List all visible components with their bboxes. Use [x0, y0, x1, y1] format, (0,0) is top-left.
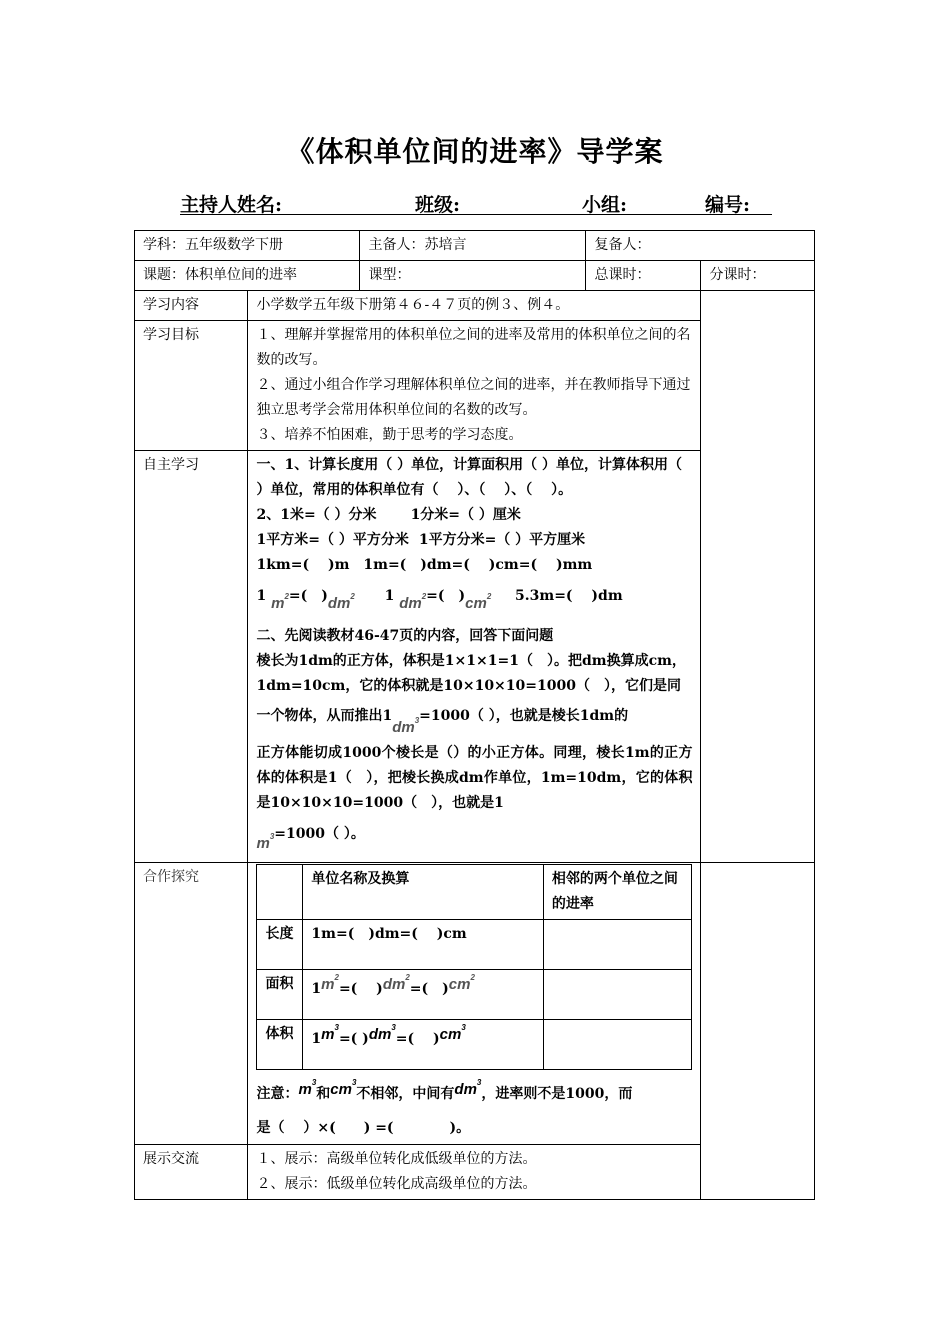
- q5-num2: 1: [384, 588, 395, 604]
- note-line: 注意：$m^3$和$cm^3$不相邻，中间有$dm^3$，进率则不是1000，而: [256, 1078, 633, 1102]
- unit-m3: $m^3$: [321, 1023, 339, 1043]
- q5-eq: =( ): [288, 588, 328, 604]
- host-name-label: 主持人姓名:: [180, 194, 283, 216]
- unit-dm3: $dm^3$: [392, 716, 420, 736]
- q5-eq2: =( ): [426, 588, 466, 604]
- content-text: 小学数学五年级下册第４６-４７页的例３、例４。: [248, 291, 701, 321]
- col-header-name: 单位名称及换算: [303, 865, 543, 920]
- unit-conversion-table: [256, 864, 692, 1070]
- unit-dm2: $dm^2$: [327, 592, 355, 612]
- coop-row: [135, 863, 815, 1145]
- q2-decimeter: 1分米=（ ）厘米: [410, 507, 521, 523]
- area-rate-blank: [543, 970, 692, 1020]
- unit-cm2: $cm^2$: [465, 592, 492, 612]
- table-header-row: [257, 865, 692, 920]
- show-item: ２、展示：低级单位转化成高级单位的方法。: [256, 1176, 537, 1192]
- class-label: 班级:: [415, 194, 461, 216]
- question-3: [256, 528, 692, 553]
- table-row: [257, 1020, 692, 1070]
- coop-label: 合作探究: [135, 863, 248, 1145]
- q3-sq-meter: 1平方米=（ ）平方分米: [256, 532, 409, 548]
- unit-dm2: $dm^2$: [399, 592, 427, 612]
- unit-m2: $m^2$: [321, 973, 339, 993]
- row-label-length: 长度: [257, 920, 303, 970]
- notes-column-bottom: [701, 863, 815, 1200]
- unit-cm3: $cm^3$: [439, 1023, 466, 1043]
- part2-paragraph: [256, 649, 692, 736]
- q2-meter: 2、1米=（ ）分米: [256, 507, 377, 523]
- part2-paragraph-3: [256, 816, 692, 852]
- p2-text-b: =1000（ ），也就是棱长1dm的: [419, 708, 629, 724]
- part2-paragraph-2: [256, 741, 692, 816]
- self-study-text: [248, 451, 701, 863]
- p2-text-c: 正方体能切成1000个棱长是（）的小正方体。同理，棱长1m的正方体的体积是1（ ），把棱长换成dm作单位，1m=10dm，它的体积是10×10×10=1000（ ），也就是1: [256, 745, 693, 811]
- unit-dm3: $dm^3$: [368, 1023, 396, 1043]
- p2-text-d: =1000（ ）。: [274, 826, 365, 842]
- content-label: 学习内容: [135, 291, 248, 321]
- goals-text: [248, 321, 701, 451]
- table-row: [257, 920, 692, 970]
- unit-m2: $m^2$: [271, 592, 289, 612]
- row-label-area: 面积: [257, 970, 303, 1020]
- note-line-2: 是（ ）×( ) =( )。: [256, 1120, 471, 1136]
- q5-decimal: 5.3m=( )dm: [515, 588, 623, 604]
- area-formula: $1m^2=$( )$dm^2=$( )$cm^2$: [303, 970, 543, 1020]
- unit-dm2: $dm^2$: [382, 973, 410, 993]
- unit-m3: $m^3$: [256, 832, 275, 852]
- unit-m3: $m^3$: [298, 1078, 317, 1098]
- group-label: 小组:: [582, 194, 628, 216]
- table-row: [257, 970, 692, 1020]
- preparer-cell: 主备人：苏培言: [360, 231, 586, 261]
- notes-column-top: [701, 291, 815, 863]
- goal-item: ２、通过小组合作学习理解体积单位之间的进率，并在教师指导下通过独立思考学会常用体积单位间的名数的改写。: [256, 377, 691, 418]
- question-1: 一、1、计算长度用（ ）单位，计算面积用（ ）单位，计算体积用（ ）单位，常用的体积单位有（ ）、（ ）、（ ）。: [256, 457, 682, 498]
- p2-text-a: 棱长为1dm的正方体，体积是1×1×1=1（ ）。把dm换算成cm，1dm=10cm，它的体积就是10×10×10=1000（ ），它们是同一个物体，从而推出1: [256, 653, 686, 724]
- total-hours-cell: 总课时：: [586, 261, 701, 291]
- subject-cell: 学科：五年级数学下册: [135, 231, 360, 261]
- show-item: １、展示：高级单位转化成低级单位的方法。: [256, 1151, 537, 1167]
- page-title: 《体积单位间的进率》导学案: [286, 135, 664, 168]
- unit-dm3: $dm^3$: [454, 1078, 482, 1098]
- volume-rate-blank: [543, 1020, 692, 1070]
- study-plan-table: [134, 230, 815, 1200]
- length-formula: 1m=( )dm=( )cm: [303, 920, 543, 970]
- show-label: 展示交流: [135, 1145, 248, 1200]
- volume-formula: $1m^3=$( )$dm^3=$( )$cm^3$: [303, 1020, 543, 1070]
- row-label-volume: 体积: [257, 1020, 303, 1070]
- col-header-rate: 相邻的两个单位之间的进率: [543, 865, 692, 920]
- header-row-2: [135, 261, 815, 291]
- question-5: [256, 578, 692, 610]
- length-rate-blank: [543, 920, 692, 970]
- topic-cell: 课题：体积单位间的进率: [135, 261, 360, 291]
- sub-hours-cell: 分课时：: [701, 261, 815, 291]
- lesson-type-cell: 课型：: [360, 261, 586, 291]
- question-4: 1km=( )m 1m=( )dm=( )cm=( )mm: [256, 557, 593, 573]
- reviewer-cell: 复备人：: [586, 231, 815, 261]
- self-study-label: 自主学习: [135, 451, 248, 863]
- goals-label: 学习目标: [135, 321, 248, 451]
- show-text: [248, 1145, 701, 1200]
- corner-cell: [257, 865, 303, 920]
- goal-item: ３、培养不怕困难，勤于思考的学习态度。: [256, 427, 523, 443]
- content-row: [135, 291, 815, 321]
- coop-content: [248, 863, 701, 1145]
- host-underline: [180, 214, 772, 215]
- unit-cm3: $cm^3$: [330, 1078, 357, 1098]
- q3-sq-decimeter: 1平方分米=（ ）平方厘米: [418, 532, 586, 548]
- q5-num: 1: [256, 588, 267, 604]
- unit-cm2: $cm^2$: [448, 973, 475, 993]
- number-label: 编号:: [705, 194, 751, 216]
- part2-title: 二、先阅读教材46-47页的内容，回答下面问题: [256, 628, 554, 644]
- question-2: [256, 503, 692, 528]
- goal-item: １、理解并掌握常用的体积单位之间的进率及常用的体积单位之间的名数的改写。: [256, 327, 691, 368]
- header-row-1: [135, 231, 815, 261]
